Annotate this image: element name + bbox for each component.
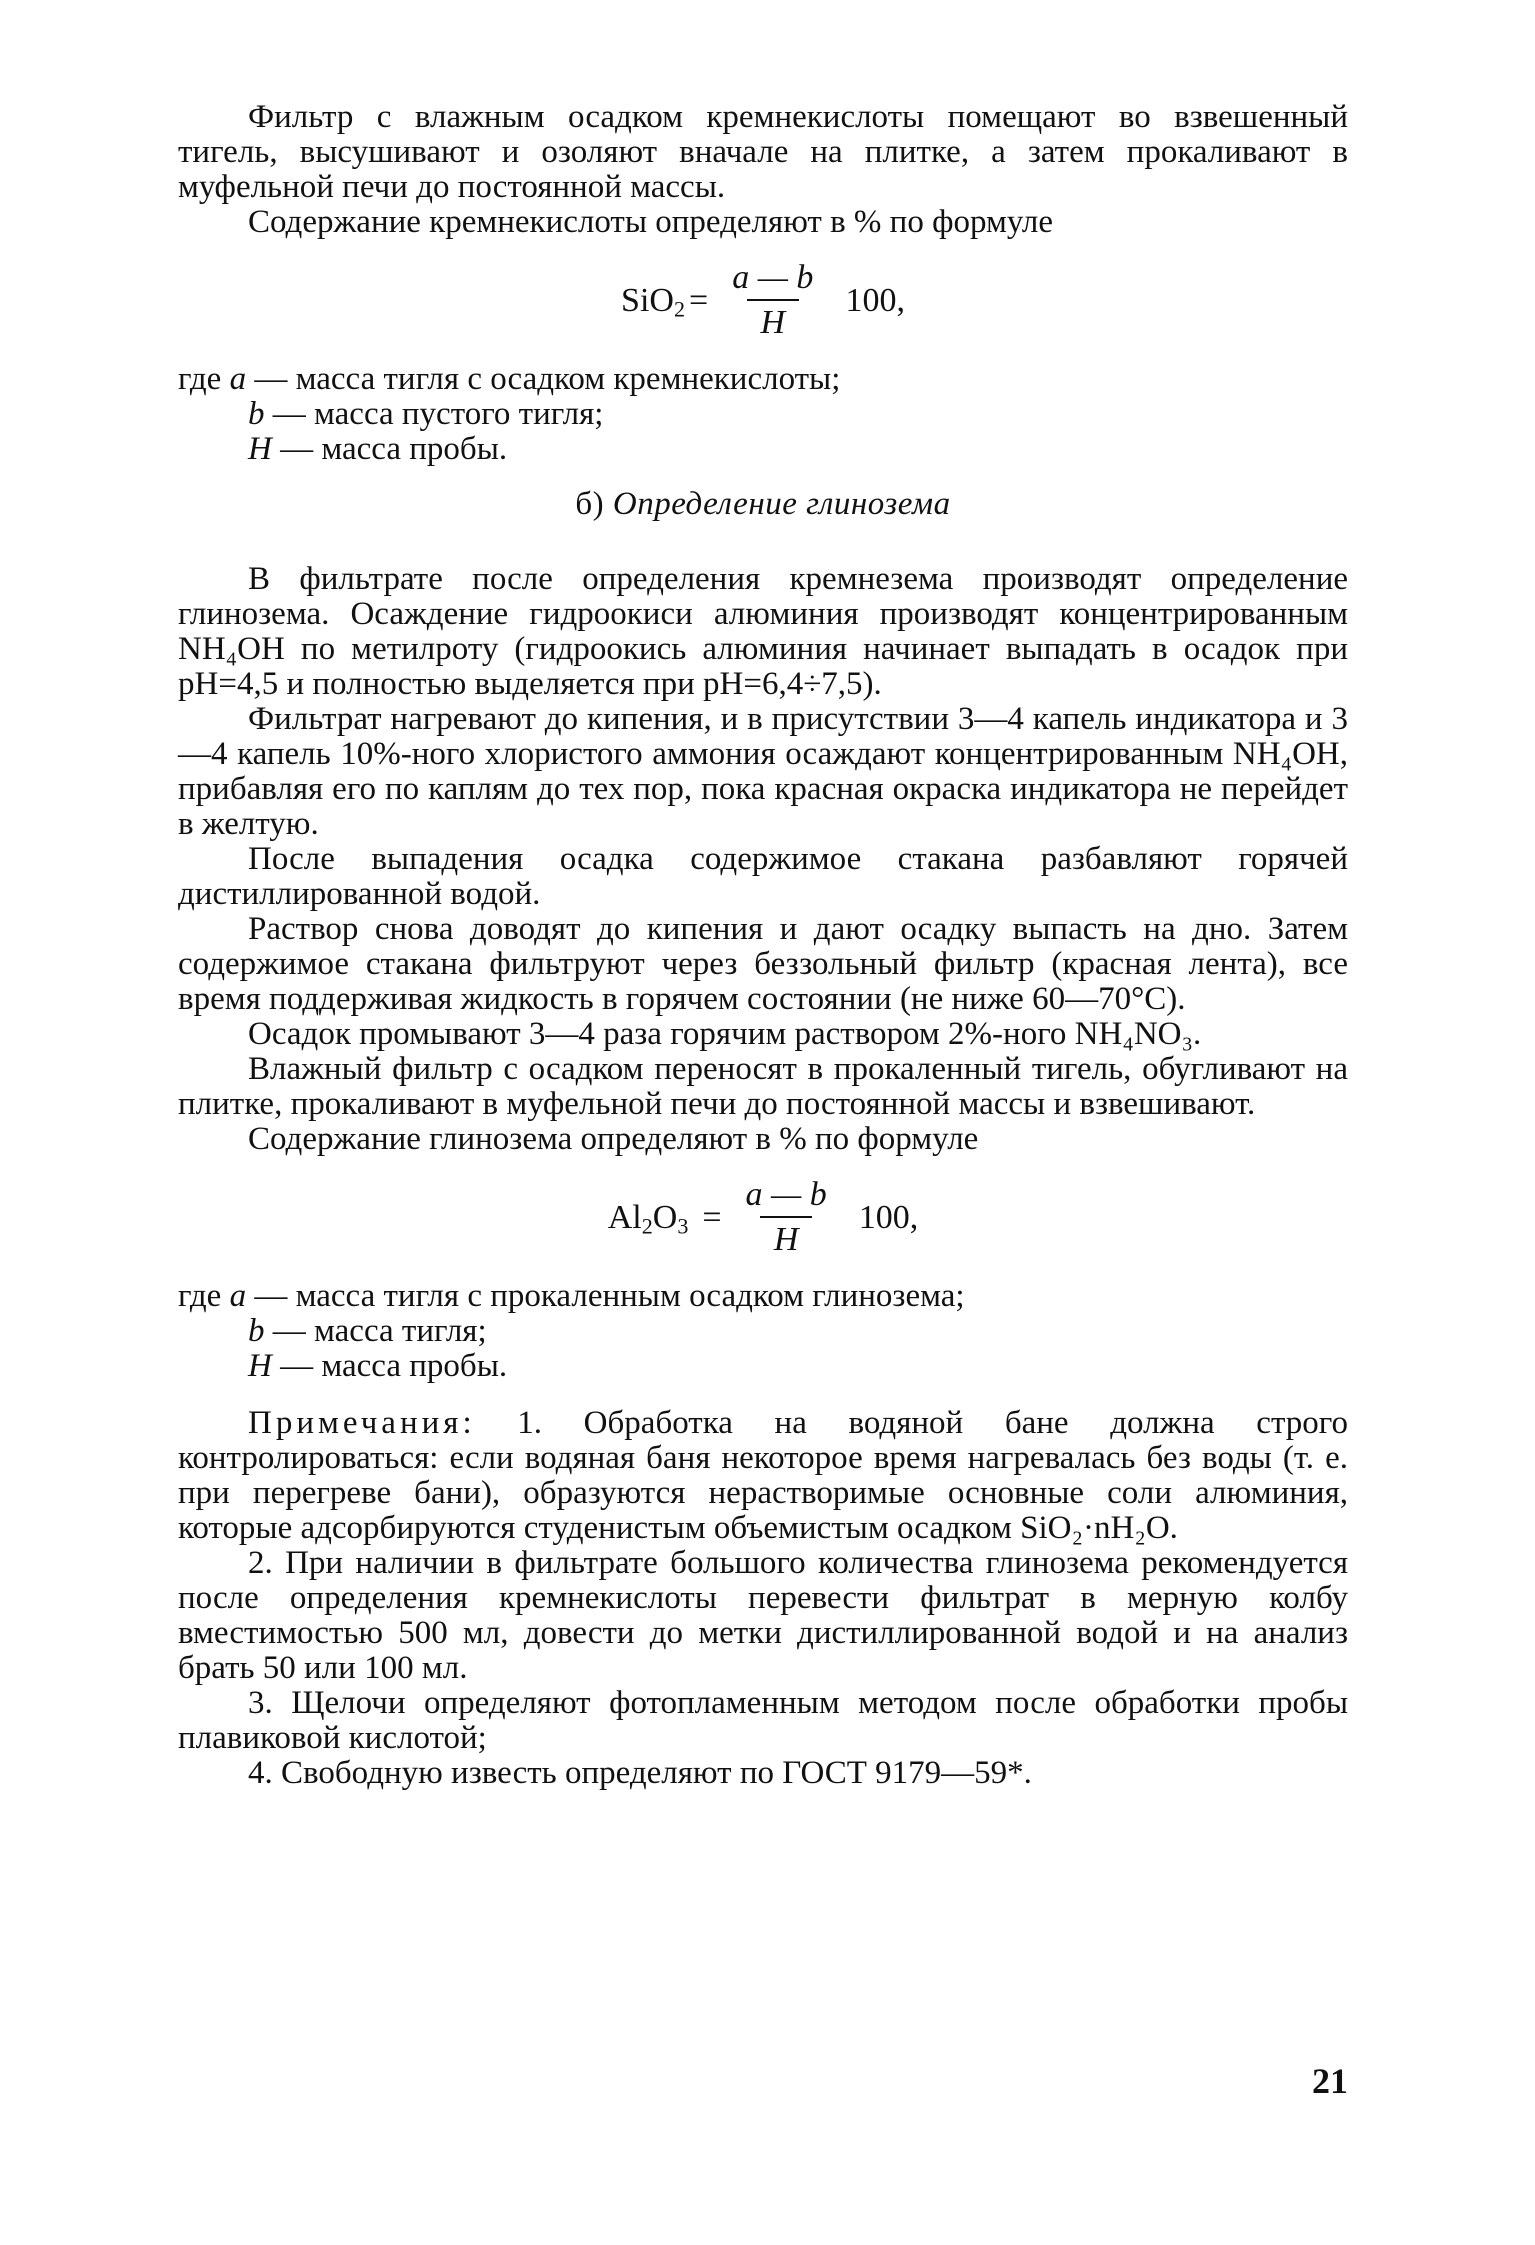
legend-sio2-line-b: b — масса пустого тигля; — [248, 396, 604, 432]
body-paragraph-3: После выпадения осадка содержимое стакана разбавляют горячей дистиллированной водой. — [178, 841, 1348, 912]
formula-al2o3-numerator: a — b — [745, 1176, 827, 1213]
legend-al2o3-line-b: b — масса тигля; — [248, 1313, 487, 1349]
formula-al2o3-denominator: H — [760, 1216, 813, 1257]
document-page — [178, 100, 1348, 1791]
section-heading: б) Определение глинозема — [575, 486, 951, 522]
legend-al2o3-line-a: где a — масса тигля с прокаленным осадком глинозема; — [178, 1278, 965, 1314]
formula-al2o3-multiplier: 100, — [858, 1198, 919, 1236]
note-3: 3. Щелочи определяют фотопламенным методом после обработки пробы плавиковой кислотой; — [178, 1685, 1348, 1756]
formula-sio2-numerator: a — b — [732, 259, 814, 296]
legend-sio2 — [178, 362, 1348, 467]
legend-al2o3 — [178, 1279, 1348, 1384]
body-paragraph-4: Раствор снова доводят до кипения и дают осадку выпасть на дно. Затем содержимое стакана фильтруют через беззольный фильтр (красная лента), все время поддерживая жидкость в горячем состоянии (не ниже 60—70°С). — [178, 911, 1348, 1017]
legend-al2o3-line-h: H — масса пробы. — [248, 1348, 508, 1384]
note-4: 4. Свободную известь определяют по ГОСТ 9179—59*. — [248, 1755, 1032, 1791]
body-paragraph-7: Содержание глинозема определяют в % по формуле — [248, 1121, 979, 1157]
note-2: 2. При наличии в фильтрате большого количества глинозема рекомендуется после определения кремнекислоты перевести фильтрат в мерную колбу вместимостью 500 мл, довести до метки дистиллированной водой и на анализ брать 50 или 100 мл. — [178, 1545, 1348, 1686]
body-paragraph-6: Влажный фильтр с осадком переносят в прокаленный тигель, обугливают на плитке, прокаливают в муфельной печи до постоянной массы и взвешивают. — [178, 1051, 1348, 1122]
note-1: Примечания: 1. Обработка на водяной бане должна строго контролироваться: если водяная баня некоторое время нагревалась без воды (т. е. при перегреве бани), образуются нерастворимые основные соли алюминия, которые адсорбируются студенистым объемистым осадком SiO₂·nH₂O. — [178, 1405, 1348, 1546]
formula-sio2-multiplier: 100, — [845, 281, 905, 319]
formula-sio2 — [178, 260, 1348, 340]
intro-paragraph-2: Содержание кремнекислоты определяют в % по формуле — [248, 204, 1054, 240]
intro-paragraph-1: Фильтр с влажным осадком кремнекислоты помещают во взвешенный тигель, высушивают и озоляют вначале на плитке, а затем прокаливают в муфельной печи до постоянной массы. — [178, 99, 1348, 205]
formula-al2o3 — [178, 1177, 1348, 1257]
formula-sio2-denominator: H — [747, 299, 800, 340]
formula-al2o3-lhs: $Al_2O_3$ — [607, 1198, 689, 1239]
formula-al2o3-fraction — [732, 1177, 841, 1257]
formula-sio2-equals: = — [689, 281, 709, 319]
formula-al2o3-equals: = — [702, 1198, 722, 1236]
legend-sio2-line-a: где a — масса тигля с осадком кремнекислоты; — [178, 361, 841, 397]
body-paragraph-5: Осадок промывают 3—4 раза горячим раствором 2%-ного NH₄NO₃. — [248, 1016, 1202, 1052]
body-paragraph-2: Фильтрат нагревают до кипения, и в присутствии 3—4 капель индикатора и 3—4 капель 10%-ного хлористого аммония осаждают концентрированным NH₄OH, прибавляя его по каплям до тех пор, пока красная окраска индикатора не перейдет в желтую. — [178, 701, 1348, 842]
page-number: 21 — [1312, 2061, 1348, 2101]
notes-label: Примечания: — [248, 1405, 476, 1441]
body-paragraph-1: В фильтрате после определения кремнезема производят определение глинозема. Осаждение гидроокиси алюминия производят концентрированным NH₄OH по метилроту (гидроокись алюминия начинает выпадать в осадок при pH=4,5 и полностью выделяется при pH=6,4÷7,5). — [178, 561, 1348, 702]
formula-sio2-fraction — [718, 260, 827, 340]
formula-sio2-lhs: SiO$_2$ — [621, 281, 686, 322]
legend-sio2-line-h: H — масса пробы. — [248, 431, 508, 467]
